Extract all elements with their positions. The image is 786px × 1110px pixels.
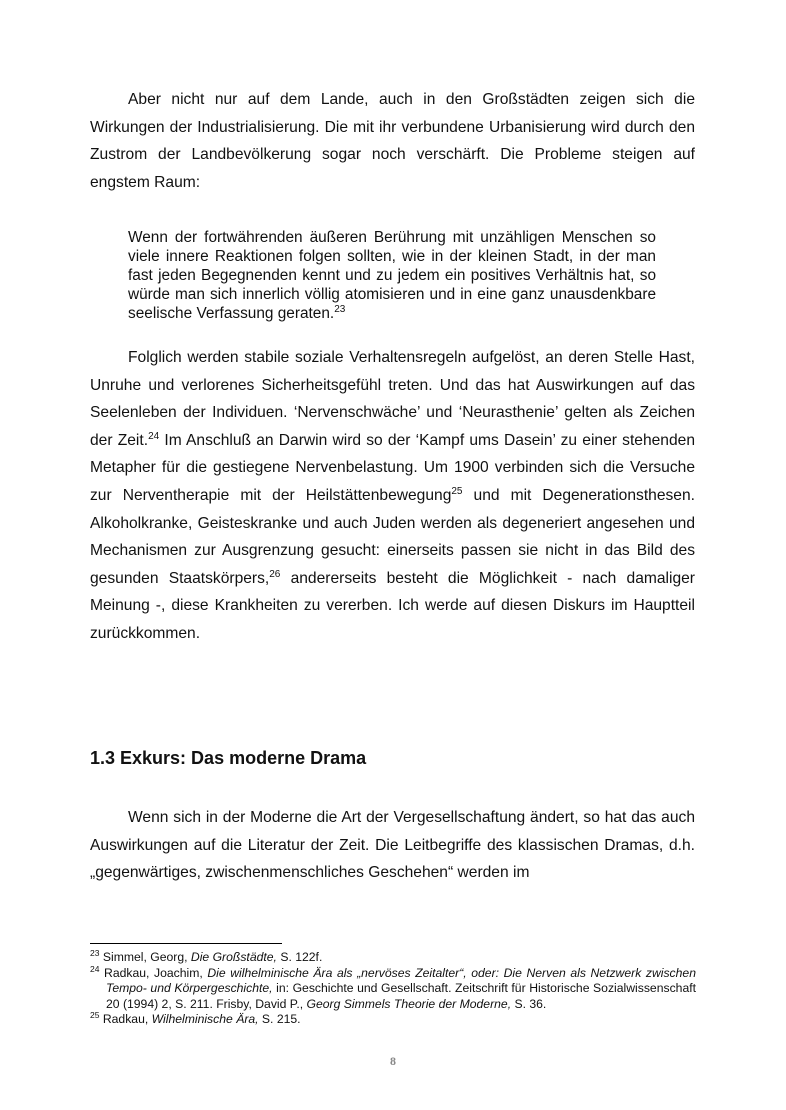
- paragraph-text-3: und mit Degenerationsthesen. Alkoholkranke, Geisteskranke und auch Juden werden als degeneriert angesehen und Mechanismen zur Ausgrenzung gesucht: einerseits passen sie nicht in das Bild des gesunden Staatskörpers,: [90, 486, 695, 587]
- footnote-ref-25[interactable]: 25: [451, 485, 463, 497]
- footnote-title-2: Georg Simmels Theorie der Moderne,: [306, 996, 512, 1011]
- footnote-author: Simmel, Georg,: [99, 950, 191, 964]
- footnote-pages: S. 122f.: [276, 950, 323, 964]
- paragraph-text-2: Im Anschluß an Darwin wird so der ‘Kampf ums Dasein’ zu einer stehenden Metapher für die gestiegene Nervenbelastung. Um 1900 verbinden sich die Versuche zur Nerventherapie mit der Heilstättenbewegung: [90, 431, 695, 504]
- footnote-author: Radkau,: [99, 1012, 152, 1027]
- footnote-ref-24[interactable]: 24: [148, 430, 160, 442]
- paragraph-text-4: andererseits besteht die Möglichkeit - nach damaliger Meinung -, diese Krankheiten zu vererben. Ich werde auf diesen Diskurs im Hauptteil zurückkommen.: [90, 569, 695, 642]
- footnote-number: 24: [90, 963, 100, 974]
- footnote-title: Wilhelminische Ära,: [151, 1012, 259, 1027]
- footnote-source: in: Geschichte und Gesellschaft. Zeitschrift für Historische Sozialwissenschaft 20 (1994) 2, S. 211. Frisby, David P.,: [106, 981, 696, 1011]
- footnote-25: [90, 1012, 696, 1028]
- footnote-24: [90, 963, 696, 1013]
- footnote-ref-23[interactable]: 23: [334, 303, 346, 315]
- paragraph-nervousness: [90, 344, 695, 648]
- footnote-number: 25: [90, 1010, 100, 1021]
- page-number: 8: [390, 1054, 396, 1068]
- quote-text: Wenn der fortwährenden äußeren Berührung mit unzähligen Menschen so viele innere Reaktionen folgen sollten, wie in der kleinen Stadt, in der man fast jeden Begegnenden kennt und zu jedem ein positives Verhältnis hat, so würde man sich innerlich völlig atomisieren und in eine ganz unausdenkbare seelische Verfassung geraten.: [128, 229, 656, 322]
- footnote-23: [90, 947, 696, 966]
- footnote-ref-26[interactable]: 26: [269, 568, 281, 580]
- paragraph-urbanization: Aber nicht nur auf dem Lande, auch in den Großstädten zeigen sich die Wirkungen der Industrialisierung. Die mit ihr verbundene Urbanisierung wird durch den Zustrom der Landbevölkerung sogar noch verschärft. Die Probleme steigen auf engstem Raum:: [90, 91, 695, 191]
- footnote-author: Radkau, Joachim,: [99, 965, 208, 980]
- footnote-separator: [90, 943, 282, 944]
- paragraph-modern-drama: Wenn sich in der Moderne die Art der Vergesellschaftung ändert, so hat das auch Auswirkungen auf die Literatur der Zeit. Die Leitbegriffe des klassischen Dramas, d.h. „gegenwärtiges, zwischenmenschliches Geschehen“ werden im: [90, 809, 695, 882]
- paragraph-text-1: Folglich werden stabile soziale Verhaltensregeln aufgelöst, an deren Stelle Hast, Unruhe und verlorenes Sicherheitsgefühl treten. Und das hat Auswirkungen auf das Seelenleben der Individuen. ‘Nervenschwäche’ und ‘Neurasthenie’ gelten als Zeichen der Zeit.: [90, 349, 695, 449]
- footnote-pages: S. 215.: [258, 1012, 301, 1027]
- footnote-title: Die wilhelminische Ära als „nervöses Zeitalter“, oder: Die Nerven als Netzwerk zwischen Tempo- und Körpergeschichte,: [106, 965, 696, 996]
- footnote-number: 23: [90, 947, 100, 958]
- section-heading: 1.3 Exkurs: Das moderne Drama: [90, 748, 367, 768]
- footnotes: [90, 947, 696, 1028]
- block-quote-simmel: [128, 228, 656, 323]
- footnote-title: Die Großstädte,: [190, 950, 277, 964]
- footnote-pages: S. 36.: [511, 996, 547, 1011]
